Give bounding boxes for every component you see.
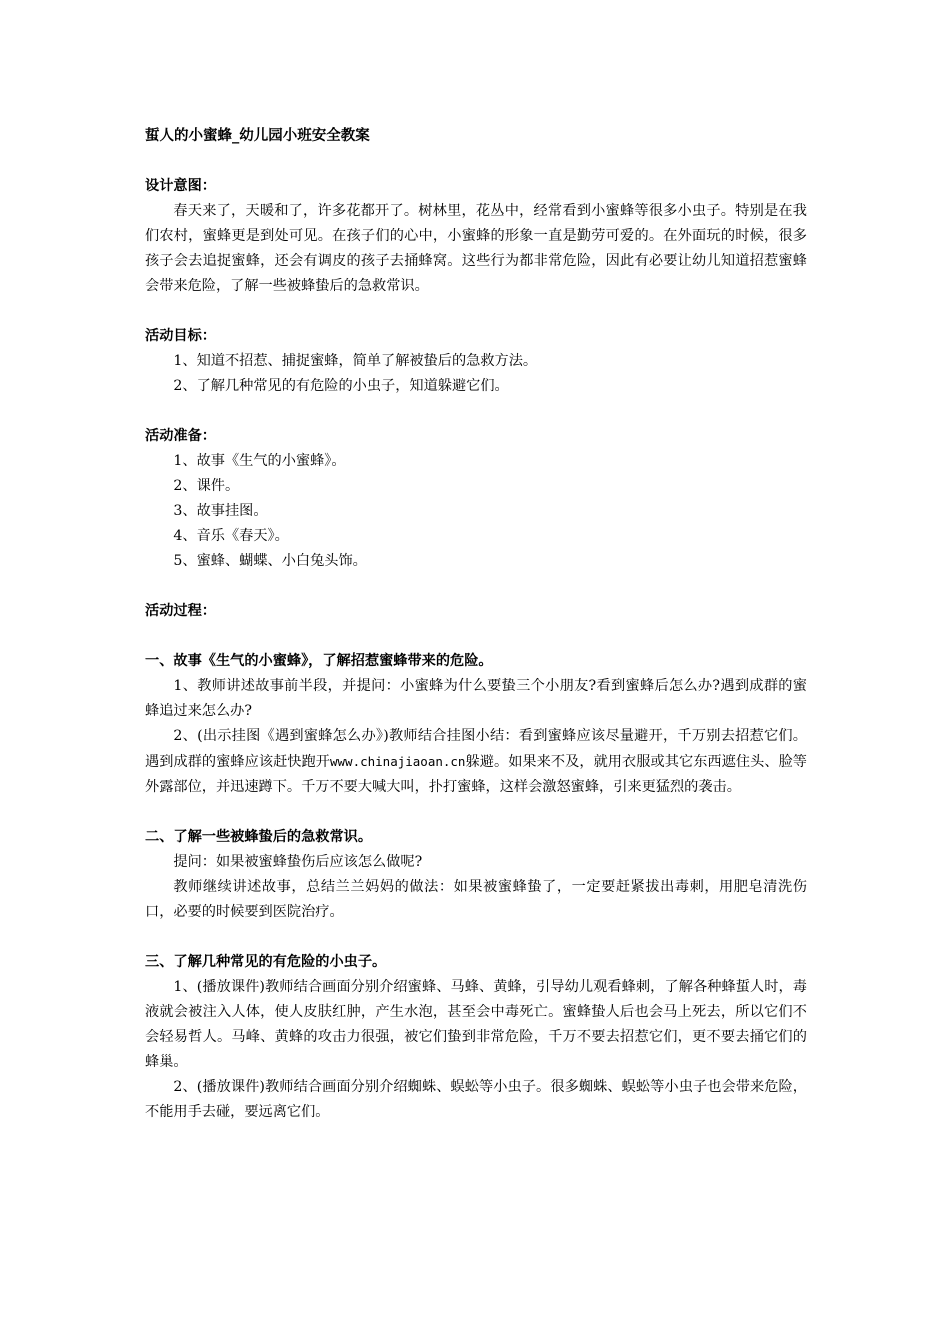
- website-url: www.chinajiaoan.cn: [330, 754, 466, 769]
- process-part2-paragraph: 提问：如果被蜜蜂蛰伤后应该怎么做呢?: [173, 854, 423, 870]
- process-part2-heading: 二、了解一些被蜂蛰后的急救常识。: [145, 829, 373, 845]
- design-intent-heading: 设计意图：: [145, 178, 216, 194]
- spacer: [145, 149, 807, 174]
- paragraph-text: 2、(出示挂图《遇到蜜蜂怎么办》)教师结合挂图小结：看到蜜蜂应该尽量避开，千万别去招惹它们。遇到成群的蜜蜂应该赶快跑开: [145, 728, 807, 770]
- spacer: [145, 925, 807, 950]
- process-part3-heading: 三、了解几种常见的有危险的小虫子。: [145, 954, 387, 970]
- design-intent-text: 春天来了，天暖和了，许多花都开了。树林里，花丛中，经常看到小蜜蜂等很多小虫子。特别是在我们农村，蜜蜂更是到处可见。在孩子们的心中，小蜜蜂的形象一直是勤劳可爱的。在外面玩的时候，很多孩子会去追捉蜜蜂，还会有调皮的孩子去捅蜂窝。这些行为都非常危险，因此有必要让幼儿知道招惹蜜蜂会带来危险，了解一些被蜂蛰后的急救常识。: [145, 203, 807, 294]
- document-body: [145, 124, 807, 1125]
- process-part1-paragraph: [145, 724, 807, 800]
- process-part1-heading: 一、故事《生气的小蜜蜂》，了解招惹蜜蜂带来的危险。: [145, 653, 493, 669]
- goal-item: 1、知道不招惹、捕捉蜜蜂，简单了解被蛰后的急救方法。: [173, 353, 538, 369]
- prep-heading: 活动准备：: [145, 428, 216, 444]
- prep-item: 3、故事挂图。: [173, 503, 268, 519]
- prep-item: 4、音乐《春天》。: [173, 528, 289, 544]
- process-part2-paragraph: 教师继续讲述故事，总结兰兰妈妈的做法：如果被蜜蜂蛰了，一定要赶紧拔出毒刺，用肥皂清洗伤口，必要的时候要到医院治疗。: [145, 879, 807, 920]
- goal-item: 2、了解几种常见的有危险的小虫子，知道躲避它们。: [173, 378, 509, 394]
- process-part1-paragraph: 1、教师讲述故事前半段，并提问：小蜜蜂为什么要蛰三个小朋友?看到蜜蜂后怎么办?遇到成群的蜜蜂追过来怎么办?: [145, 678, 807, 719]
- prep-item: 5、蜜蜂、蝴蝶、小白兔头饰。: [173, 553, 367, 569]
- document-title: 蜇人的小蜜蜂_幼儿园小班安全教案: [145, 128, 370, 144]
- spacer: [145, 574, 807, 599]
- paragraph-text: 躲避。如果来不及，就用衣服或其它东西遮住头、脸等外露部位，并迅速蹲下。千万不要大喊大叫，扑打蜜蜂，这样会激怒蜜蜂，引来更猛烈的袭击。: [145, 754, 807, 795]
- spacer: [145, 399, 807, 424]
- spacer: [145, 299, 807, 324]
- process-part3-paragraph: 2、(播放课件)教师结合画面分别介绍蜘蛛、蜈蚣等小虫子。很多蜘蛛、蜈蚣等小虫子也会带来危险，不能用手去碰，要远离它们。: [145, 1079, 807, 1120]
- process-part3-paragraph: 1、(播放课件)教师结合画面分别介绍蜜蜂、马蜂、黄蜂，引导幼儿观看蜂刺，了解各种蜂蜇人时，毒液就会被注入人体，使人皮肤红肿，产生水泡，甚至会中毒死亡。蜜蜂蛰人后也会马上死去，所以它们不会轻易哲人。马峰、黄蜂的攻击力很强，被它们蛰到非常危险，千万不要去招惹它们，更不要去捅它们的蜂巢。: [145, 979, 807, 1070]
- prep-item: 1、故事《生气的小蜜蜂》。: [173, 453, 346, 469]
- spacer: [145, 624, 807, 649]
- spacer: [145, 800, 807, 825]
- process-heading: 活动过程：: [145, 603, 216, 619]
- prep-item: 2、课件。: [173, 478, 240, 494]
- goals-heading: 活动目标：: [145, 328, 216, 344]
